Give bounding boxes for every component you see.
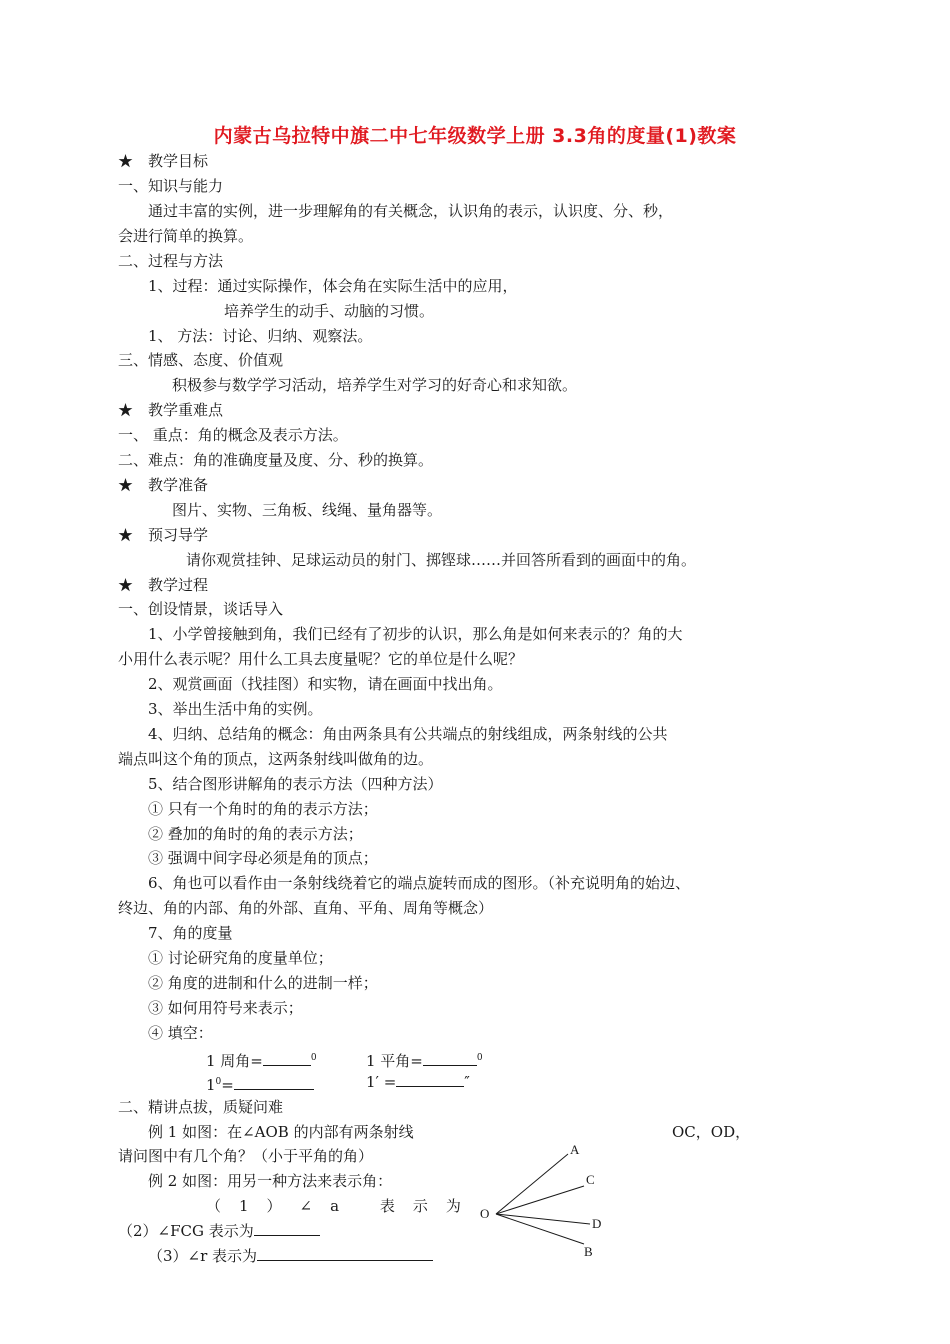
example-2: 例 2 如图：用另一种方法来表示角： <box>148 1172 393 1190</box>
example-2-question-2: （2）∠FCG 表示为 <box>118 1221 320 1241</box>
list-item: 一、 重点：角的概念及表示方法。 <box>118 426 348 444</box>
paragraph: 端点叫这个角的顶点，这两条射线叫做角的边。 <box>118 750 434 768</box>
section-heading-objectives: ★ 教学目标 <box>118 152 209 170</box>
paragraph: 图片、实物、三角板、线绳、量角器等。 <box>172 501 443 519</box>
fill-blank-full-angle: 1 周角= $^0$ <box>206 1052 317 1070</box>
fill-blank-degree: $1^0=$ <box>206 1072 314 1095</box>
subheading-intro: 一、创设情景，谈话导入 <box>118 600 284 618</box>
point-label-a: A <box>570 1142 580 1157</box>
list-item: ③ 如何用符号来表示； <box>148 999 303 1017</box>
list-item: 培养学生的动手、动脑的习惯。 <box>224 302 435 320</box>
subheading-attitude: 三、情感、态度、价值观 <box>118 351 284 369</box>
point-label-d: D <box>592 1216 602 1231</box>
list-item: 1、过程：通过实际操作，体会角在实际生活中的应用， <box>148 277 518 295</box>
answer-blank[interactable] <box>423 1051 477 1066</box>
section-heading-preview: ★ 预习导学 <box>118 526 209 544</box>
list-item: 5、结合图形讲解角的表示方法（四种方法） <box>148 775 443 793</box>
list-item: ② 角度的进制和什么的进制一样； <box>148 974 378 992</box>
example-1: 例 1 如图：在∠AOB 的内部有两条射线 <box>148 1123 414 1141</box>
paragraph: 请问图中有几个角？（小于平角的角） <box>118 1147 374 1165</box>
list-item: ① 讨论研究角的度量单位； <box>148 949 333 967</box>
list-item: 3、举出生活中角的实例。 <box>148 700 323 718</box>
point-label-o: O <box>480 1206 490 1221</box>
ray-oa <box>496 1154 568 1214</box>
answer-blank[interactable] <box>234 1075 314 1090</box>
list-item: 1、小学曾接触到角，我们已经有了初步的认识，那么角是如何来表示的？角的大 <box>148 625 683 643</box>
example-1-rays: OC，OD， <box>672 1123 751 1141</box>
point-label-b: B <box>584 1244 593 1259</box>
list-item: 二、难点：角的准确度量及度、分、秒的换算。 <box>118 451 434 469</box>
subheading-explanation: 二、精讲点拔，质疑问难 <box>118 1098 284 1116</box>
paragraph: 终边、角的内部、角的外部、直角、平角、周角等概念） <box>118 899 494 917</box>
paragraph: 积极参与数学学习活动，培养学生对学习的好奇心和求知欲。 <box>172 376 578 394</box>
example-2-question-1: （1）∠a 表示为 <box>206 1197 479 1215</box>
list-item: 1、 方法：讨论、归纳、观察法。 <box>148 327 373 345</box>
list-item: 2、观赏画面（找挂图）和实物，请在画面中找出角。 <box>148 675 503 693</box>
list-item: ③ 强调中间字母必须是角的顶点； <box>148 849 378 867</box>
answer-blank[interactable] <box>396 1072 464 1087</box>
example-2-question-3: （3）∠r 表示为 <box>148 1246 433 1266</box>
list-item: ① 只有一个角时的角的表示方法； <box>148 800 378 818</box>
page-title: 内蒙古乌拉特中旗二中七年级数学上册 3.3角的度量(1)教案 <box>213 125 737 147</box>
angle-figure <box>476 1138 616 1268</box>
paragraph: 请你观赏挂钟、足球运动员的射门、掷铿球……并回答所看到的画面中的角。 <box>186 551 697 569</box>
paragraph: 会进行简单的换算。 <box>118 227 254 245</box>
answer-blank[interactable] <box>254 1221 320 1236</box>
answer-blank[interactable] <box>263 1051 311 1066</box>
paragraph: 通过丰富的实例，进一步理解角的有关概念，认识角的表示，认识度、分、秒， <box>148 202 674 220</box>
fill-blank-minute: 1′ = ″ <box>366 1073 470 1091</box>
paragraph: 小用什么表示呢？用什么工具去度量呢？它的单位是什么呢？ <box>118 650 524 668</box>
subheading-process: 二、过程与方法 <box>118 252 224 270</box>
answer-blank[interactable] <box>257 1246 433 1261</box>
section-heading-key-points: ★ 教学重难点 <box>118 401 224 419</box>
section-heading-preparation: ★ 教学准备 <box>118 476 209 494</box>
list-item: 6、角也可以看作由一条射线绕着它的端点旋转而成的图形。（补充说明角的始边、 <box>148 874 691 892</box>
list-item: 7、角的度量 <box>148 924 233 942</box>
fill-blank-straight-angle: 1 平角= $^0$ <box>366 1052 483 1070</box>
section-heading-process: ★ 教学过程 <box>118 576 209 594</box>
subheading-knowledge: 一、知识与能力 <box>118 177 224 195</box>
list-item: ④ 填空： <box>148 1024 213 1042</box>
list-item: 4、归纳、总结角的概念：角由两条具有公共端点的射线组成，两条射线的公共 <box>148 725 668 743</box>
ray-oc <box>496 1186 584 1214</box>
list-item: ② 叠加的角时的角的表示方法； <box>148 825 363 843</box>
point-label-c: C <box>586 1172 595 1187</box>
